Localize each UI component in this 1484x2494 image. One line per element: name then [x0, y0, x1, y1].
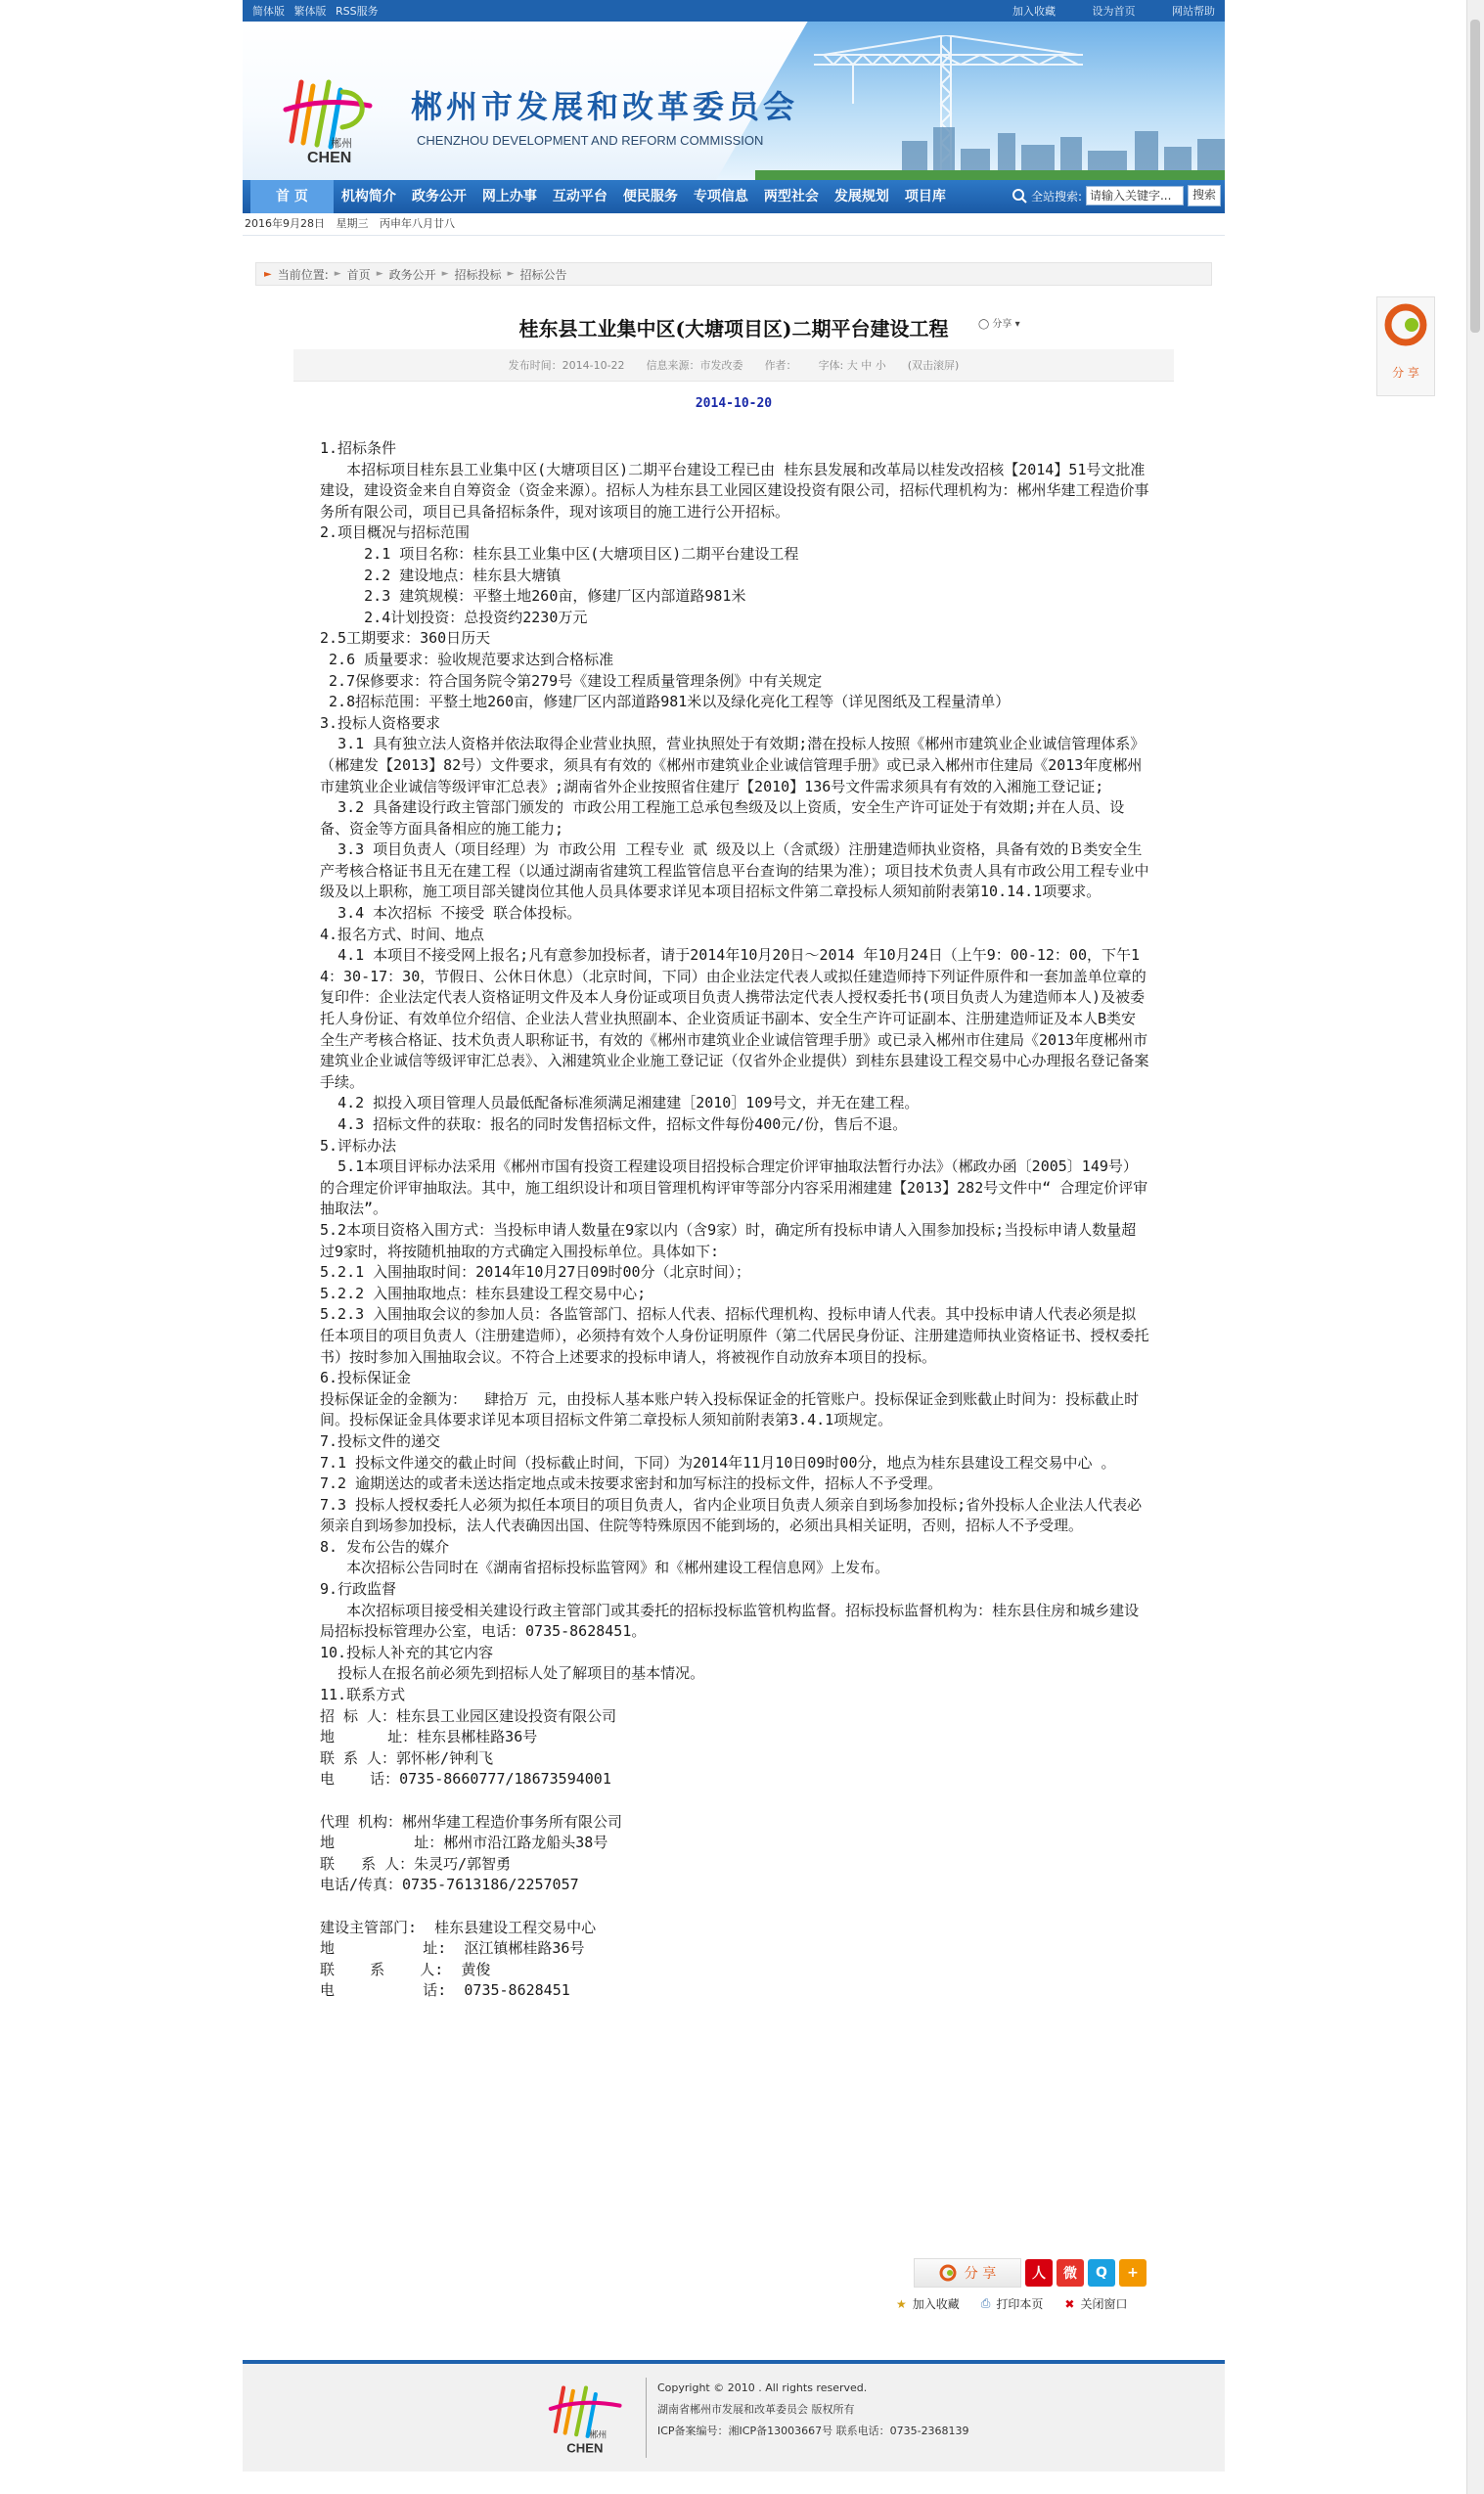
article-paragraph: 本次招标项目接受相关建设行政主管部门或其委托的招标投标监管机构监督。招标投标监督机构为：桂东县住房和城乡建设局招标投标管理办公室，电话：0735-8628451。 [320, 1601, 1140, 1641]
article-paragraph: 2.1 项目名称：桂东县工业集中区(大塘项目区)二期平台建设工程 [320, 544, 799, 563]
footer-logo-text: CHEN [566, 2440, 604, 2456]
more-share-icon[interactable]: + [1119, 2259, 1147, 2287]
bookmark-icon: ★ [896, 2296, 907, 2311]
article-paragraph: 7.3 投标人授权委托人必须为拟任本项目的项目负责人，省内企业项目负责人须亲自到场参加投标;省外投标人企业法人代表必须亲自到场参加投标，法人代表确因出国、住院等特殊原因不能到场的，必须出具相关证明，否则，招标人不予受理。 [320, 1495, 1143, 1535]
article-paragraph: 4.3 招标文件的获取：报名的同时发售招标文件，招标文件每份400元/份，售后不退。 [320, 1115, 908, 1133]
print-button[interactable] [981, 2295, 1044, 2312]
article-paragraph: 3.3 项目负责人（项目经理）为 市政公用 工程专业 贰 级及以上（含贰级）注册建造师执业资格，具备有效的Ｂ类安全生产考核合格证书且无在建工程（以通过湖南省建筑工程监管信息平台查询的结果为准）；项目技术负责人具有市政公用工程专业中级及以上职称，施工项目部关键岗位其他人员具体要求详见本项目招标文件第二章投标人须知前附表第10.14.1项要求。 [320, 840, 1149, 901]
article-paragraph: 2.3 建筑规模：平整土地260亩，修建厂区内部道路981米 [320, 587, 746, 606]
article-paragraph: 电 话: 0735-8628451 [320, 1981, 570, 2000]
copyright-owner: 湖南省郴州市发展和改革委员会 版权所有 [657, 2403, 855, 2416]
search-label: 全站搜索: [1030, 189, 1082, 204]
article-paragraph: 5.1本项目评标办法采用《郴州市国有投资工程建设项目招投标合理定价评审抽取法暂行办法》（郴政办函〔2005〕149号）的合理定价评审抽取法。其中，施工组织设计和项目管理机构评审等部分内容采用湘建建【2013】282号文件中“ 合理定价评审抽取法”。 [320, 1157, 1148, 1218]
article-paragraph: 投标保证金的金额为： 肆拾万 元，由投标人基本账户转入投标保证金的托管账户。投标保证金到账截止时间为：投标截止时间。投标保证金具体要求详见本项目招标文件第二章投标人须知前附表第3.4.1项规定。 [320, 1389, 1140, 1429]
article-paragraph: 地 址：郴州市沿江路龙船头38号 [320, 1834, 608, 1852]
article-paragraph: 2.7保修要求：符合国务院令第279号《建设工程质量管理条例》中有关规定 [320, 671, 823, 690]
share-button[interactable] [914, 2258, 1021, 2288]
set-homepage-link[interactable]: 设为首页 [1092, 5, 1136, 18]
qq-share-icon[interactable]: Q [1088, 2259, 1115, 2287]
nav-item-about[interactable]: 机构简介 [340, 189, 396, 204]
article-paragraph: 5.2本项目资格入围方式：当投标申请人数量在9家以内（含9家）时，确定所有投标申请人入围参加投标;当投标申请人数量超过9家时，将按随机抽取的方式确定入围投标单位。具体如下: [320, 1220, 1137, 1260]
breadcrumb-separator-icon: ► [334, 269, 341, 279]
article-paragraph: 联 系 人: 黄俊 [320, 1960, 491, 1978]
traditional-link[interactable]: 繁体版 [293, 5, 327, 18]
chevron-down-icon: ▾ [1014, 319, 1020, 330]
author: 作者： [764, 359, 797, 372]
footer-logo-small: 郴州 [589, 2430, 607, 2441]
article-paragraph: 1.招标条件 [320, 439, 397, 457]
weibo-share-icon[interactable]: 微 [1057, 2259, 1084, 2287]
breadcrumb [255, 262, 1212, 286]
print-label: 打印本页 [996, 2297, 1044, 2311]
article-paragraph: 代理 机构：郴州华建工程造价事务所有限公司 [320, 1812, 623, 1831]
article-paragraph: 投标人在报名前必须先到招标人处了解项目的基本情况。 [320, 1664, 705, 1683]
article-paragraph: 11.联系方式 [320, 1686, 406, 1704]
search-button[interactable]: 搜索 [1188, 185, 1221, 206]
logo-text: CHEN [307, 150, 352, 165]
nav-item-project-library[interactable]: 项目库 [904, 189, 946, 204]
version-links [252, 3, 384, 19]
site-logo-icon[interactable] [280, 72, 378, 165]
current-weekday: 星期三 [336, 217, 369, 230]
footer-divider [646, 2378, 647, 2458]
article-paragraph: 联 系 人：郭怀彬/钟利飞 [320, 1748, 494, 1767]
article-paragraph: 7.1 投标文件递交的截止时间（投标截止时间，下同）为2014年11月10日09时00分，地点为桂东县建设工程交易中心 。 [320, 1453, 1116, 1472]
top-right-links [979, 3, 1215, 19]
article-paragraph: 4.报名方式、时间、地点 [320, 925, 485, 943]
main-nav [243, 180, 1225, 213]
info-source: 信息来源：市发改委 [646, 359, 743, 372]
article-paragraph: 地 址：桂东县郴桂路36号 [320, 1728, 538, 1746]
article-paragraph: 本次招标公告同时在《湖南省招标投标监管网》和《郴州建设工程信息网》上发布。 [320, 1559, 890, 1577]
nav-item-public-services[interactable]: 便民服务 [622, 189, 678, 204]
current-date: 2016年9月28日 [245, 217, 325, 230]
breadcrumb-separator-icon: ► [441, 269, 449, 279]
footer-text [657, 2378, 969, 2442]
close-icon: ✖ [1064, 2296, 1075, 2311]
article-paragraph: 5.2.2 入围抽取地点：桂东县建设工程交易中心; [320, 1284, 647, 1302]
article-paragraph: 2.6 质量要求：验收规范要求达到合格标准 [320, 650, 614, 668]
font-size-switch[interactable]: 字体: 大 中 小 [818, 359, 886, 372]
article-paragraph [320, 1896, 1149, 1918]
date-bar [243, 213, 1225, 236]
article-paragraph: 3.2 具备建设行政主管部门颁发的 市政公用工程施工总承包叁级及以上资质，安全生产许可证处于有效期;并在人员、设备、资金等方面具备相应的施工能力; [320, 798, 1125, 838]
breadcrumb-gov-affairs[interactable]: 政务公开 [388, 267, 436, 282]
article-paragraph: 3.4 本次招标 不接受 联合体投标。 [320, 904, 582, 923]
article-paragraph [320, 1791, 1149, 1812]
icp-contact: ICP备案编号：湘ICP备13003667号 联系电话：0735-2368139 [657, 2425, 969, 2437]
article-paragraph: 9.行政监督 [320, 1580, 397, 1599]
city-skyline [755, 121, 1225, 180]
article-paragraph: 5.2.3 入围抽取会议的参加人员：各监管部门、招标人代表、招标代理机构、投标申请人代表。其中投标申请人代表必须是拟任本项目的项目负责人（注册建造师），必须持有效个人身份证明原件（第二代居民身份证、注册建造师执业资格证书、授权委托书）按时参加入围抽取会议。不符合上述要求的投标申请人，将被视作自动放弃本项目的投标。 [320, 1305, 1149, 1366]
article-paragraph: 5.评标办法 [320, 1136, 397, 1155]
site-search [1012, 185, 1221, 206]
breadcrumb-separator-icon: ► [507, 269, 515, 279]
article-paragraph: 建设主管部门: 桂东县建设工程交易中心 [320, 1918, 597, 1936]
nav-item-special-info[interactable]: 专项信息 [693, 189, 748, 204]
add-favorite-link[interactable]: 加入收藏 [1012, 5, 1056, 18]
site-title: 郴州市发展和改革委员会 [411, 88, 799, 125]
renren-share-icon[interactable]: 人 [1025, 2259, 1053, 2287]
nav-item-home[interactable]: 首 页 [250, 180, 334, 213]
article-body [320, 438, 1149, 2002]
close-window-button[interactable] [1064, 2295, 1127, 2312]
article-paragraph: 电话/传真：0735-7613186/2257057 [320, 1876, 579, 1894]
simplified-link[interactable]: 简体版 [252, 5, 285, 18]
close-window-label: 关闭窗口 [1080, 2297, 1128, 2311]
nav-item-development-plan[interactable]: 发展规划 [833, 189, 889, 204]
breadcrumb-label: 当前位置: [277, 267, 329, 282]
article-paragraph: 地 址: 沤江镇郴桂路36号 [320, 1939, 585, 1958]
rss-link[interactable]: RSS服务 [336, 5, 379, 18]
footer-logo-icon [542, 2381, 630, 2458]
share-bar [914, 2258, 1154, 2288]
nav-item-gov-affairs[interactable]: 政务公开 [411, 189, 467, 204]
page-container [243, 0, 1225, 2456]
share-logo-icon [939, 2264, 957, 2282]
article-meta [293, 349, 1174, 382]
article-paragraph: 招 标 人：桂东县工业园区建设投资有限公司 [320, 1706, 617, 1725]
scrollbar-thumb[interactable] [1470, 20, 1480, 333]
article-paragraph: 5.2.1 入围抽取时间：2014年10月27日09时00分（北京时间）； [320, 1263, 751, 1282]
publish-time: 发布时间：2014-10-22 [508, 359, 625, 372]
header-banner [243, 22, 1225, 180]
add-favorite-label: 加入收藏 [912, 2297, 960, 2311]
article-paragraph: 3.投标人资格要求 [320, 713, 441, 732]
breadcrumb-home[interactable]: 首页 [346, 267, 371, 282]
page-tools [896, 2295, 1127, 2312]
article-paragraph: 2.8招标范围：平整土地260亩，修建厂区内部道路981米以及绿化亮化工程等（详见图纸及工程量清单） [320, 693, 1011, 711]
logo-small-text: 郴州 [331, 137, 352, 150]
footer [243, 2360, 1225, 2471]
share-button-label: 分 享 [964, 2266, 997, 2282]
breadcrumb-bid-notice[interactable]: 招标公告 [519, 267, 567, 282]
add-favorite-button[interactable] [896, 2295, 960, 2312]
site-subtitle: CHENZHOU DEVELOPMENT AND REFORM COMMISSION [417, 133, 764, 148]
article-paragraph: 电 话：0735-8660777/18673594001 [320, 1770, 611, 1789]
article-paragraph: 联 系 人：朱灵巧/郭智勇 [320, 1854, 512, 1873]
nav-item-interaction[interactable]: 互动平台 [552, 189, 607, 204]
article-paragraph: 10.投标人补充的其它内容 [320, 1643, 494, 1661]
article-paragraph: 4.2 拟投入项目管理人员最低配备标准须满足湘建建［2010］109号文，并无在建工程。 [320, 1094, 920, 1112]
article-title: 桂东县工业集中区(大塘项目区)二期平台建设工程 [518, 317, 949, 340]
article-paragraph: 2.2 建设地点：桂东县大塘镇 [320, 566, 562, 584]
article-paragraph: 本招标项目桂东县工业集中区(大塘项目区)二期平台建设工程已由 桂东县发展和改革局以桂发改招核【2014】51号文批准建设，建设资金来自自筹资金（资金来源）。招标人为桂东县工业园区建设投资有限公司，招标代理机构为：郴州华建工程造价事务所有限公司，项目已具备招标条件，现对该项目的施工进行公开招标。 [320, 460, 1149, 521]
floating-share-icon [1382, 297, 1429, 356]
share-icon: ◯ [978, 319, 990, 330]
article-paragraph: 2.4计划投资：总投资约2230万元 [320, 608, 588, 626]
auto-scroll-hint: (双击滚屏) [907, 359, 960, 372]
article-paragraph: 7.投标文件的递交 [320, 1431, 441, 1450]
lunar-date: 丙申年八月廿八 [380, 217, 455, 230]
article-paragraph: 2.5工期要求：360日历天 [320, 629, 491, 648]
search-input[interactable]: 请输入关键字... [1086, 186, 1184, 205]
floating-share-label: 分 享 [1392, 366, 1419, 380]
article-paragraph: 6.投标保证金 [320, 1369, 412, 1387]
nav-item-online-services[interactable]: 网上办事 [481, 189, 537, 204]
breadcrumb-bidding[interactable]: 招标投标 [454, 267, 502, 282]
article-date: 2014-10-20 [695, 396, 773, 411]
share-label: 分享 [992, 319, 1012, 330]
article-paragraph: 7.2 逾期送达的或者未送达指定地点或未按要求密封和加写标注的投标文件，招标人不予受理。 [320, 1474, 943, 1493]
floating-share-widget[interactable] [1376, 296, 1435, 396]
article-paragraph: 4.1 本项目不接受网上报名;凡有意参加投标者，请于2014年10月20日～2014 年10月24日（上午9：00-12：00，下午14：30-17：30，节假日、公休日休息）（北京时间，下同）由企业法定代表人或拟任建造师持下列证件原件和一套加盖单位章的复印件：企业法定代表人资格证明文件及本人身份证或项目负责人携带法定代表人授权委托书(项目负责人为建造师本人)及被委托人身份证、有效单位介绍信、企业法人营业执照副本、企业资质证书副本、安全生产许可证副本、注册建造师证及本人B类安全生产考核合格证、技术负责人职称证书，有效的《郴州市建筑业企业诚信管理手册》或已录入郴州市住建局《2013年度郴州市建筑业企业诚信等级评审汇总表》、入湘建筑业企业施工登记证（仅省外企业提供）到桂东县建设工程交易中心办理报名登记备案手续。 [320, 946, 1149, 1091]
article-paragraph: 3.1 具有独立法人资格并依法取得企业营业执照，营业执照处于有效期;潜在投标人按照《郴州市建筑业企业诚信管理体系》（郴建发【2013】82号）文件要求，须具有有效的《郴州市建筑业企业诚信管理手册》或已录入郴州市住建局《2013年度郴州市建筑业企业诚信等级评审汇总表》;湖南省外企业按照省住建厅【2010】136号文件需求须具有有效的入湘施工登记证; [320, 735, 1146, 795]
breadcrumb-separator-icon: ► [376, 269, 383, 279]
site-help-link[interactable]: 网站帮助 [1172, 5, 1215, 18]
top-utility-bar [243, 0, 1225, 22]
breadcrumb-arrow-icon: ► [264, 268, 272, 280]
share-dropdown[interactable] [978, 315, 1020, 330]
copyright: Copyright © 2010 . All rights reserved. [657, 2381, 868, 2394]
printer-icon: ⎙ [980, 2296, 991, 2310]
article-paragraph: 2.项目概况与招标范围 [320, 523, 471, 542]
nav-item-two-type-society[interactable]: 两型社会 [763, 189, 819, 204]
search-icon [1012, 188, 1027, 204]
article-paragraph: 8. 发布公告的媒介 [320, 1537, 450, 1556]
vertical-scrollbar[interactable] [1466, 0, 1484, 2494]
